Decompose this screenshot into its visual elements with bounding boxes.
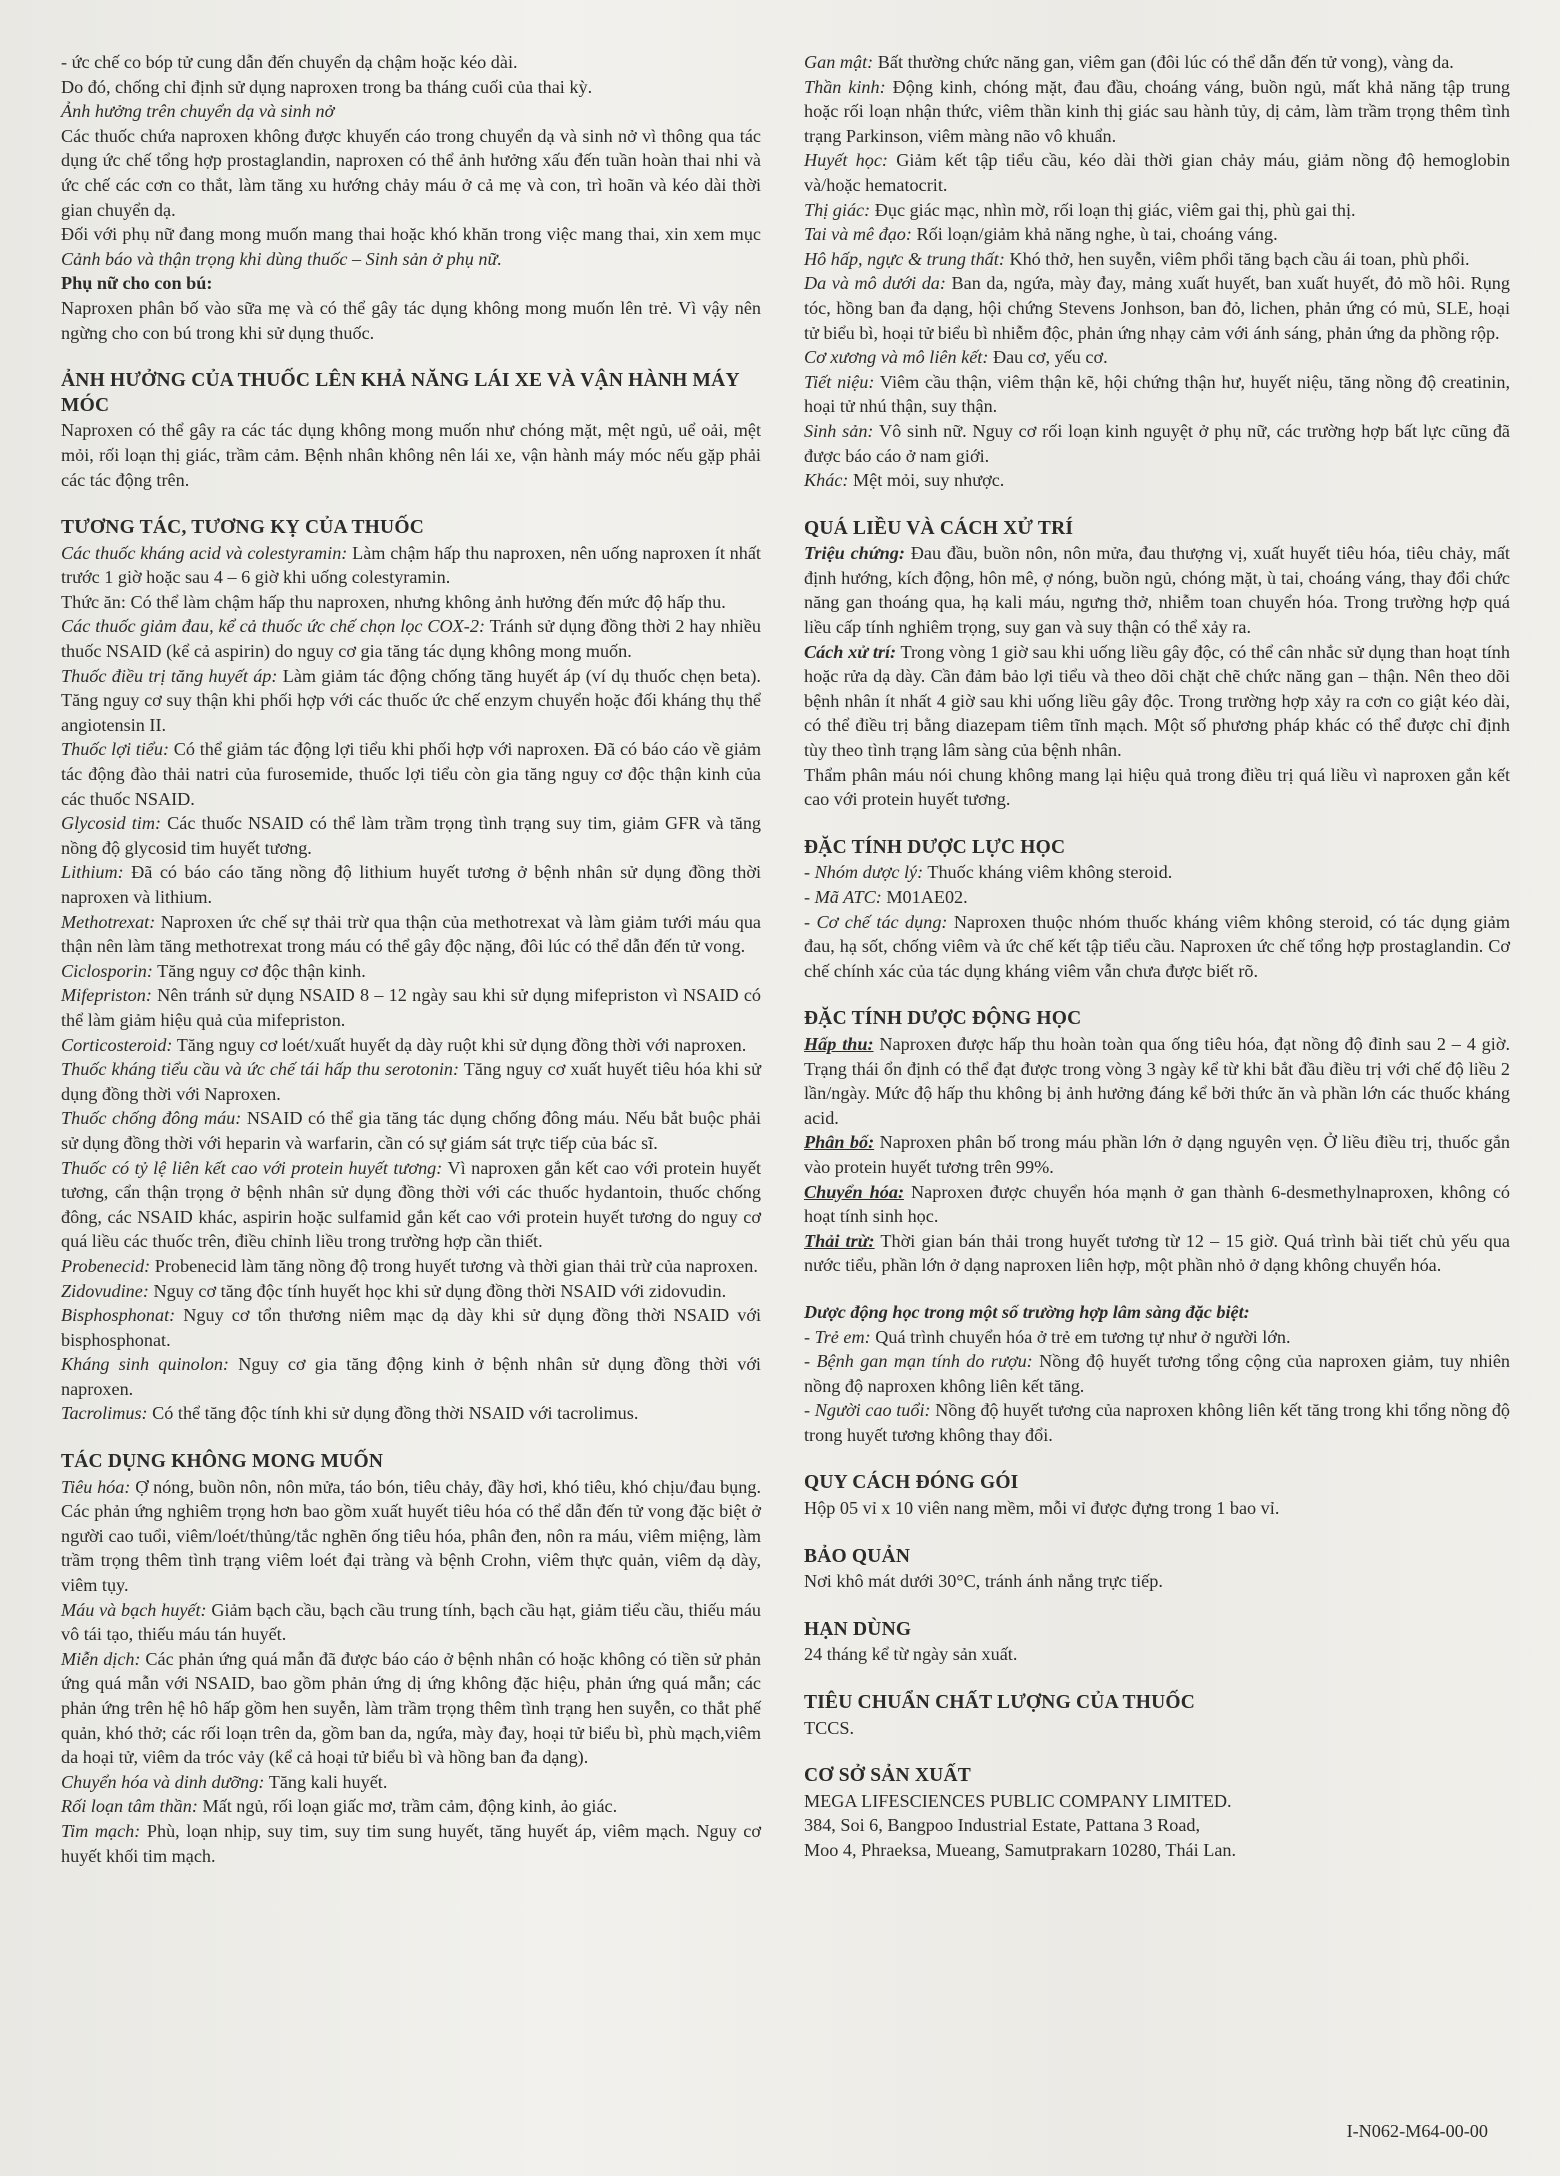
paragraph: 24 tháng kể từ ngày sản xuất. [804,1644,1018,1665]
list-item [61,860,761,909]
item-text: Ban da, ngứa, mày đay, mảng xuất huyết, ban xuất huyết, đỏ mồ hôi. Rụng tóc, hồng ban đa dạng, hội chứng Stevens Jonhson, ban đỏ, lichen, phản ứng có mủ, SLE, hoại tử biểu bì, hoại tử biểu bì nhiễm độc, phản ứng nhạy cảm với ánh sáng, phản ứng da phồng rộp. [804,273,1510,343]
item-text: Naproxen phân bố trong máu phần lớn ở dạng nguyên vẹn. Ở liều điều trị, thuốc gắn vào protein huyết tương trên 99%. [804,1132,1510,1177]
item-label: Ciclosporin: [61,960,153,981]
item-label: Gan mật: [804,52,874,72]
list-item [61,1475,761,1598]
manufacturer-name: MEGA LIFESCIENCES PUBLIC COMPANY LIMITED. [804,1790,1232,1811]
list-item [61,664,761,738]
item-label: Thải trừ: [804,1230,875,1251]
item-text: Tăng nguy cơ xuất huyết tiêu hóa khi sử dụng đồng thời với Naproxen. [61,1059,761,1104]
list-item [61,910,761,959]
section-heading-packaging: QUY CÁCH ĐÓNG GÓI [804,1472,1019,1494]
item-label: Huyết học: [804,150,888,171]
list-item [61,1647,761,1770]
paragraph: Nơi khô mát dưới 30°C, tránh ánh nắng trực tiếp. [804,1571,1163,1592]
item-text: Tránh sử dụng đồng thời 2 hay nhiều thuốc NSAID (kể cả aspirin) do nguy cơ gia tăng tác dụng không mong muốn. [61,616,761,662]
item-text: Nguy cơ tổn thương niêm mạc dạ dày khi sử dụng đồng thời NSAID với bisphosphonat. [61,1305,761,1350]
item-label: Thị giác: [804,199,871,220]
list-item [804,1349,1510,1398]
item-label: Sinh sản: [804,420,874,441]
list-item [61,1156,761,1254]
item-text: Các phản ứng quá mẫn đã được báo cáo ở bệnh nhân có hoặc không có tiền sử phản ứng quá mẫn với NSAID, bao gồm phản ứng dị ứng không đặc hiệu, phản ứng quá mẫn; các phản ứng trên hệ hô hấp gồm hen suyễn, làm trầm trọng thêm tình trạng hen suyễn, co thắt phế quản, khó thở; các rối loạn trên da, gồm ban da, ngứa, mày đay, hoại tử biểu bì, phù mạch,viêm da hoại tử, viêm da tróc vảy (kể cả hoại tử biểu bì và hồng ban đa dạng). [61,1648,761,1768]
item-text: Viêm cầu thận, viêm thận kẽ, hội chứng thận hư, huyết niệu, tăng nồng độ creatinin, hoại tử nhú thận, suy thận. [804,371,1510,417]
adverse-effects-list-continued [804,50,1510,493]
list-item [804,370,1510,419]
item-text: Mất ngủ, rối loạn giấc mơ, trầm cảm, động kinh, ảo giác. [197,1796,618,1817]
list-item [61,1106,761,1155]
list-item [61,1770,761,1795]
interactions-list [61,541,761,1426]
item-label: Tacrolimus: [61,1403,148,1424]
section-heading-overdose: QUÁ LIỀU VÀ CÁCH XỬ TRÍ [804,517,1074,539]
item-label: Tai và mê đạo: [804,224,912,245]
item-text: Vô sinh nữ. Nguy cơ rối loạn kinh nguyệt ở phụ nữ, các trường hợp bất lực cũng đã được báo cáo ở nam giới. [804,420,1510,466]
cross-reference: Cảnh báo và thận trọng khi dùng thuốc – Sinh sản ở phụ nữ. [61,248,502,269]
item-label: Hô hấp, ngực & trung thất: [804,248,1005,269]
list-item [804,50,1510,75]
item-label: - Bệnh gan mạn tính do rượu: [804,1351,1033,1372]
item-label: Tim mạch: [61,1820,141,1841]
left-column [61,50,761,1868]
item-text: Làm giảm tác động chống tăng huyết áp (ví dụ thuốc chẹn beta). Tăng nguy cơ suy thận khi phối hợp với các thuốc ức chế enzym chuyển hoặc đối kháng thụ thể angiotensin II. [61,665,761,735]
section-heading-manufacturer: CƠ SỞ SẢN XUẤT [804,1765,971,1787]
item-label: Hấp thu: [804,1033,874,1054]
list-item [804,419,1510,468]
list-item [61,959,761,984]
address-line: Moo 4, Phraeksa, Mueang, Samutprakarn 10280, Thái Lan. [804,1840,1237,1860]
list-item [61,1254,761,1279]
item-label: - Nhóm dược lý: [804,862,924,883]
item-text: Ợ nóng, buồn nôn, nôn mửa, táo bón, tiêu chảy, đầy hơi, khó tiêu, khó chịu/đau bụng. Các phản ứng nghiêm trọng hơn bao gồm xuất huyết tiêu hóa có thể dẫn đến tử vong đặc biệt ở người cao tuổi, viêm/loét/thủng/tắc nghẽn ống tiêu hóa, phân đen, nôn ra máu, viêm miệng, làm trầm trọng thêm tình trạng viêm loét đại tràng và bệnh Crohn, viêm thực quản, viêm dạ dày, viêm tụy. [61,1476,762,1596]
section-heading-pharmacodynamics: ĐẶC TÍNH DƯỢC LỰC HỌC [804,836,1066,858]
item-label: Chuyển hóa: [804,1181,905,1202]
list-item [61,1401,761,1426]
list-item [61,1033,761,1058]
section-heading-quality-standard: TIÊU CHUẨN CHẤT LƯỢNG CỦA THUỐC [804,1692,1196,1714]
item-text: Vì naproxen gắn kết cao với protein huyết tương, cẩn thận trọng ở bệnh nhân sử dụng đồng thời với các thuốc hydantoin, thuốc chống đông, các NSAID khác, aspirin hoặc sulfamid gắn kết cao với protein huyết tương do nguy cơ quá liều các thuốc trên, điều chỉnh liều trong trường hợp cần thiết. [61,1157,761,1252]
item-label: Thần kinh: [804,76,886,97]
list-item [804,1032,1510,1130]
paragraph: Do đó, chống chỉ định sử dụng naproxen trong ba tháng cuối của thai kỳ. [61,76,593,97]
paragraph: - ức chế co bóp tử cung dẫn đến chuyển dạ chậm hoặc kéo dài. [61,52,518,72]
list-item [804,1180,1510,1229]
item-text: Probenecid làm tăng nồng độ trong huyết tương và thời gian thải trừ của naproxen. [150,1255,758,1276]
item-text: Quá trình chuyển hóa ở trẻ em tương tự như ở người lớn. [870,1326,1291,1347]
list-item [804,247,1510,272]
item-text: Thức ăn: Có thể làm chậm hấp thu naproxen, nhưng không ảnh hưởng đến mức độ hấp thu. [61,591,726,612]
item-label: Miễn dịch: [61,1648,141,1669]
item-label: Thuốc có tỷ lệ liên kết cao với protein huyết tương: [61,1157,443,1178]
item-text: Khó thở, hen suyễn, viêm phổi tăng bạch cầu ái toan, phù phổi. [1004,248,1470,269]
item-text: Phù, loạn nhịp, suy tim, suy tim sung huyết, tăng huyết áp, viêm mạch. Nguy cơ huyết khối tim mạch. [61,1820,762,1866]
list-item [61,590,761,615]
list-item [804,910,1510,984]
item-text: Nguy cơ tăng độc tính huyết học khi sử dụng đồng thời NSAID với zidovudin. [148,1280,727,1301]
list-item [61,1598,761,1647]
item-text: Mệt mỏi, suy nhược. [848,470,1005,491]
item-label: Phân bố: [804,1132,875,1153]
item-label: - Cơ chế tác dụng: [804,911,948,932]
item-label: Corticosteroid: [61,1034,173,1055]
pharmacokinetics-list [804,1032,1510,1278]
section-heading-pharmacokinetics: ĐẶC TÍNH DƯỢC ĐỘNG HỌC [804,1008,1082,1030]
item-label: Probenecid: [61,1255,151,1276]
list-item [804,222,1510,247]
list-item [804,75,1510,149]
section-heading-driving: ẢNH HƯỞNG CỦA THUỐC LÊN KHẢ NĂNG LÁI XE VÀ VẬN HÀNH MÁY MÓC [61,370,740,416]
item-label: - Mã ATC: [804,887,882,907]
text: Đối với phụ nữ đang mong muốn mang thai hoặc khó khăn trong việc mang thai, xin xem mục [61,224,761,245]
item-label: Tiết niệu: [804,371,875,392]
item-label: Zidovudine: [61,1280,149,1301]
subheading-breastfeeding: Phụ nữ cho con bú: [61,273,213,294]
list-item [61,541,761,590]
list-item [804,345,1510,370]
item-label: Rối loạn tâm thần: [61,1796,198,1817]
list-item [804,1398,1510,1447]
item-label: Các thuốc kháng acid và colestyramin: [61,542,348,563]
item-label: Bisphosphonat: [61,1305,176,1326]
item-text: Giảm bạch cầu, bạch cầu trung tính, bạch cầu hạt, giảm tiểu cầu, thiếu máu vô tái tạo, thiếu máu tán huyết. [61,1599,761,1645]
paragraph [804,640,1510,763]
list-item [61,614,761,663]
item-text: Naproxen thuộc nhóm thuốc kháng viêm không steroid, có tác dụng giảm đau, hạ sốt, chống viêm và ức chế kết tập tiểu cầu. Naproxen ức chế tổng hợp prostaglandin. Cơ chế chính xác của tác dụng kháng viêm vẫn chưa được biết rõ. [804,911,1510,981]
item-label: Thuốc kháng tiểu cầu và ức chế tái hấp thu serotonin: [61,1059,460,1080]
item-label: Lithium: [61,862,124,883]
section-heading-expiry: HẠN DÙNG [804,1618,912,1640]
item-label: Các thuốc giảm đau, kể cả thuốc ức chế chọn lọc COX-2: [61,616,485,637]
list-item [804,1325,1510,1350]
list-item [61,1352,761,1401]
item-text: Nguy cơ gia tăng động kinh ở bệnh nhân sử dụng đồng thời với naproxen. [61,1354,761,1399]
list-item [804,148,1510,197]
item-text: Có thể tăng độc tính khi sử dụng đồng thời NSAID với tacrolimus. [147,1403,639,1424]
subheading-special-cases: Dược động học trong một số trường hợp lâm sàng đặc biệt: [804,1301,1250,1322]
item-text: Đau cơ, yếu cơ. [988,347,1108,368]
item-label: - Người cao tuổi: [804,1400,931,1421]
item-label: Methotrexat: [61,911,156,932]
item-text: Tăng nguy cơ loét/xuất huyết dạ dày ruột khi sử dụng đồng thời với naproxen. [172,1034,747,1055]
spacer [804,1278,1510,1300]
list-item [804,468,1510,493]
special-cases-list [804,1325,1510,1448]
paragraph: TCCS. [804,1717,855,1738]
item-text: Đục giác mạc, nhìn mờ, rối loạn thị giác, viêm gai thị, phù gai thị. [870,199,1356,220]
item-label: Tiêu hóa: [61,1476,131,1497]
list-item [804,860,1510,885]
item-text: Naproxen ức chế sự thải trừ qua thận của methotrexat và làm giảm tưới máu qua thận nên làm tăng methotrexat trong máu có thể gây độc nặng, đôi lúc có thể dẫn đến tử vong. [61,911,761,957]
item-text: NSAID có thể gia tăng tác dụng chống đông máu. Nếu bắt buộc phải sử dụng đồng thời với heparin và warfarin, cần có sự giám sát trực tiếp của bác sĩ. [61,1108,761,1153]
paragraph: Thẩm phân máu nói chung không mang lại hiệu quả trong điều trị quá liều vì naproxen gắn kết cao với protein huyết tương. [804,764,1510,810]
item-text: Thuốc kháng viêm không steroid. [923,862,1173,883]
list-item [61,811,761,860]
label-treatment: Cách xử trí: [804,641,897,662]
list-item [804,1229,1510,1278]
text: Đau đầu, buồn nôn, nôn mửa, đau thượng vị, xuất huyết tiêu hóa, tiêu chảy, mất định hướng, kích động, hôn mê, ợ nóng, buồn ngủ, chóng mặt, ù tai, choáng váng, thay đổi chức năng gan thoáng qua, hạ kali máu, ngưng thở, nhiễm toan chuyển hóa. Trong trường hợp quá liều cấp tính nghiêm trọng, suy gan và suy thận có thể xảy ra. [804,543,1510,638]
item-text: Bất thường chức năng gan, viêm gan (đôi lúc có thể dẫn đến tử vong), vàng da. [873,52,1454,72]
right-column [804,50,1510,1863]
list-item [804,1130,1510,1179]
paragraph: Hộp 05 vỉ x 10 viên nang mềm, mỗi vỉ được đựng trong 1 bao vỉ. [804,1498,1280,1519]
item-text: Nên tránh sử dụng NSAID 8 – 12 ngày sau khi sử dụng mifepriston vì NSAID có thể làm giảm hiệu quả của mifepriston. [61,985,761,1030]
list-item [61,1303,761,1352]
item-label: Khác: [804,470,849,491]
paragraph: Naproxen phân bố vào sữa mẹ và có thể gây tác dụng không mong muốn lên trẻ. Vì vậy nên ngừng cho con bú trong khi sử dụng thuốc. [61,297,761,343]
section-heading-adverse-effects: TÁC DỤNG KHÔNG MONG MUỐN [61,1451,384,1473]
list-item [804,885,1510,910]
item-text: Đã có báo cáo tăng nồng độ lithium huyết tương ở bệnh nhân sử dụng đồng thời naproxen và lithium. [61,862,761,907]
list-item [61,1057,761,1106]
item-text: Giảm kết tập tiểu cầu, kéo dài thời gian chảy máu, giảm nồng độ hemoglobin và/hoặc hematocrit. [804,150,1510,195]
item-label: Thuốc điều trị tăng huyết áp: [61,665,278,686]
list-item [804,198,1510,223]
item-label: Da và mô dưới da: [804,273,946,294]
item-text: Tăng kali huyết. [264,1771,388,1792]
list-item [61,1819,761,1868]
item-text: Tăng nguy cơ độc thận kinh. [152,960,366,981]
item-label: Mifepriston: [61,985,152,1006]
item-text: Rối loạn/giảm khả năng nghe, ù tai, choáng váng. [911,224,1278,245]
subheading-labour: Ảnh hưởng trên chuyển dạ và sinh nở [61,101,335,122]
item-text: Các thuốc NSAID có thể làm trầm trọng tình trạng suy tim, giảm GFR và tăng nồng độ glycosid tim huyết tương. [61,813,762,858]
item-label: Kháng sinh quinolon: [61,1354,229,1375]
paragraph: Naproxen có thể gây ra các tác dụng không mong muốn như chóng mặt, mệt ngủ, uể oải, mệt mỏi, rối loạn thị giác, trầm cảm. Bệnh nhân không nên lái xe, vận hành máy móc nếu gặp phải các tác động trên. [61,420,761,490]
adverse-effects-list [61,1475,761,1869]
item-text: Động kinh, chóng mặt, đau đầu, choáng váng, buồn ngủ, mất khả năng tập trung hoặc rối loạn nhận thức, viêm thần kinh thị giác sau hành tủy, dị cảm, làm trầm trọng thêm tình trạng Parkinson, viêm màng não vô khuẩn. [804,76,1510,146]
item-text: Naproxen được hấp thu hoàn toàn qua ống tiêu hóa, đạt nồng độ đỉnh sau 2 – 4 giờ. Trạng thái ổn định có thể đạt được trong vòng 3 ngày kể từ khi bắt đầu điều trị với chế độ liều 2 lần/ngày. Mức độ hấp thu không bị ảnh hưởng đáng kể bởi thức ăn và phần lớn các thuốc kháng acid. [804,1033,1510,1128]
address-line: 384, Soi 6, Bangpoo Industrial Estate, Pattana 3 Road, [804,1815,1201,1836]
document-code: I-N062-M64-00-00 [1346,2121,1488,2141]
item-text: M01AE02. [881,887,968,907]
item-text: Làm chậm hấp thu naproxen, nên uống naproxen ít nhất trước 1 giờ hoặc sau 4 – 6 giờ khi uống colestyramin. [61,542,761,588]
item-label: Thuốc lợi tiểu: [61,739,170,760]
item-label: Cơ xương và mô liên kết: [804,347,989,368]
item-label: - Trẻ em: [804,1326,871,1347]
list-item [61,737,761,811]
list-item [61,983,761,1032]
item-text: Thời gian bán thải trong huyết tương từ 12 – 15 giờ. Quá trình bài tiết chủ yếu qua nước tiểu, phần lớn ở dạng naproxen liên hợp, một phần nhỏ ở dạng không chuyển hóa. [804,1230,1510,1276]
paragraph [61,222,761,271]
list-item [61,1279,761,1304]
list-item [804,271,1510,345]
item-text: Naproxen được chuyển hóa mạnh ở gan thành 6-desmethylnaproxen, không có hoạt tính sinh học. [804,1181,1510,1227]
pharmacodynamics-list [804,860,1510,983]
item-label: Glycosid tim: [61,813,162,834]
text: Trong vòng 1 giờ sau khi uống liều gây độc, có thể cân nhắc sử dụng than hoạt tính hoặc rửa dạ dày. Cần đảm bảo lợi tiểu và theo dõi chặt chẽ chức năng gan – thận. Nên theo dõi bệnh nhân ít nhất 4 giờ sau khi uống liều gây độc. Trong trường hợp xảy ra cơn co giật kéo dài, có thể điều trị bằng diazepam tiêm tĩnh mạch. Một số phương pháp khác có thể được chỉ định tùy theo tình trạng lâm sàng của bệnh nhân. [804,641,1510,761]
item-text: Nồng độ huyết tương tổng cộng của naproxen giảm, tuy nhiên nồng độ naproxen không liên kết tăng. [804,1351,1510,1396]
item-label: Máu và bạch huyết: [61,1599,207,1620]
label-symptoms: Triệu chứng: [804,543,905,564]
paragraph: Các thuốc chứa naproxen không được khuyến cáo trong chuyển dạ và sinh nở vì thông qua tác dụng ức chế tổng hợp prostaglandin, naproxen có thể ảnh hưởng xấu đến tuần hoàn thai nhi và ức chế các cơn co thắt, làm tăng xu hướng chảy máu ở cả mẹ và con, trì hoãn và kéo dài thời gian chuyển dạ. [61,125,761,220]
paragraph [804,541,1510,639]
section-heading-interactions: TƯƠNG TÁC, TƯƠNG KỴ CỦA THUỐC [61,517,424,539]
item-text: Nồng độ huyết tương của naproxen không liên kết tăng trong khi tổng nồng độ trong huyết tương không thay đổi. [804,1400,1511,1445]
section-heading-storage: BẢO QUẢN [804,1545,911,1567]
item-text: Có thể giảm tác động lợi tiểu khi phối hợp với naproxen. Đã có báo cáo về giảm tác động đào thải natri của furosemide, thuốc lợi tiểu còn gia tăng nguy cơ độc thận kinh của các thuốc NSAID. [61,739,761,809]
list-item [61,1794,761,1819]
item-label: Thuốc chống đông máu: [61,1108,242,1129]
item-label: Chuyển hóa và dinh dưỡng: [61,1771,265,1792]
